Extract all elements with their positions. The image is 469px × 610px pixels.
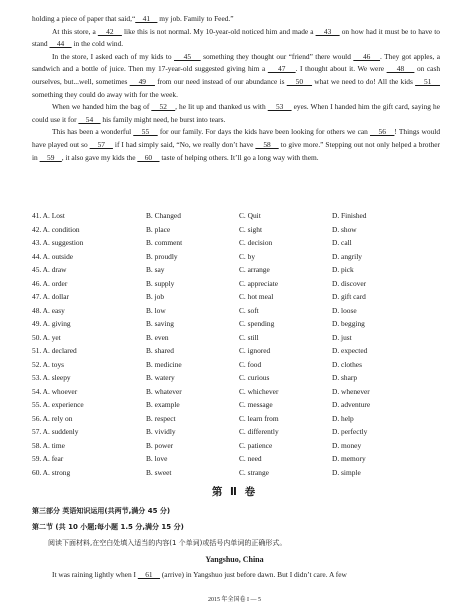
text-segment: , it also gave my kids the [61,152,138,162]
text-segment: on cash ourselves, but...well, sometimes [32,64,441,86]
text-segment: to give more.” Stepping out not only helped a brother in [32,139,440,162]
blank-52: 52 [151,102,176,112]
option-row [32,304,452,318]
option-60-C: C. strange [239,467,269,477]
paragraph-1 [32,13,440,26]
section2-heading: 第二节 (共 10 小题;每小题 1.5 分,满分 15 分) [32,523,184,531]
option-49-C: C. spending [239,319,275,329]
option-57-A: 57. A. suddenly [32,427,79,437]
part-title: 第 Ⅱ 卷 [211,486,258,498]
blank-46: 46 [353,51,381,61]
option-58-D: D. money [332,440,362,450]
option-47-D: D. gift card [332,292,366,302]
option-row [32,398,452,412]
text-segment: something they thought our “friend” there would [200,51,354,61]
blank-51: 51 [415,76,440,86]
option-52-A: 52. A. toys [32,359,65,369]
option-43-D: D. call [332,238,352,248]
paragraph-4 [32,101,440,126]
option-row [32,263,452,277]
text-segment: ! Things would have played out so [32,127,441,149]
option-47-A: 47. A. dollar [32,292,69,302]
blank-50: 50 [286,76,313,86]
text-segment: something they could do away with for the week. [32,89,178,99]
paragraph-3 [32,51,440,101]
page-footer: 2015 年全国卷 I — 5 [208,597,261,603]
option-41-A: 41. A. Lost [32,211,65,220]
option-45-B: B. say [146,265,165,275]
blank-47: 47 [267,64,296,74]
option-row [32,452,452,466]
option-row [32,290,452,304]
option-44-D: D. angrily [332,251,362,261]
paragraph-5 [32,126,440,164]
blank-44: 44 [49,39,72,49]
text-segment: , he lit up and thanked us with [175,102,268,112]
option-44-B: B. proudly [146,251,178,261]
option-51-D: D. expected [332,346,368,356]
option-42-D: D. show [332,224,357,234]
text-segment: from our need instead of our abundance is [154,76,287,86]
passage2-title: Yangshuo, China [205,555,264,564]
option-54-A: 54. A. whoever [32,386,78,396]
text-segment: . I thought about it. We were [295,64,387,74]
blank-61: 61 [137,570,160,579]
option-58-A: 58. A. time [32,440,65,450]
option-44-A: 44. A. outside [32,251,74,261]
text-segment: It was raining lightly when I [52,570,138,579]
option-50-B: B. even [146,332,169,342]
option-45-C: C. arrange [239,265,270,275]
option-row [32,466,452,480]
text-segment: for our family. For days the kids have been looking for others we can [157,127,370,137]
option-53-B: B. watery [146,373,175,383]
option-row [32,412,452,426]
blank-56: 56 [369,127,395,137]
option-45-A: 45. A. draw [32,265,67,275]
blank-41: 41 [135,14,158,23]
option-53-D: D. sharp [332,373,358,383]
option-57-D: D. perfectly [332,427,368,437]
option-48-A: 48. A. easy [32,305,65,315]
option-43-A: 43. A. suggestion [32,238,84,248]
text-segment: When we handed him the bag of [52,102,152,112]
option-49-D: D. begging [332,319,365,329]
option-46-B: B. supply [146,278,175,288]
option-row [32,277,452,291]
option-56-D: D. help [332,413,354,423]
option-46-C: C. appreciate [239,278,278,288]
text-segment: taste of helping others. It’ll go a long way with them. [159,152,319,162]
option-51-B: B. shared [146,346,174,356]
option-47-C: C. hot meal [239,292,274,302]
option-row [32,385,452,399]
option-43-B: B. comment [146,238,183,248]
text-segment: what we need to do! All the kids [312,76,416,86]
option-41-B: B. Changed [146,211,181,220]
option-49-A: 49. A. giving [32,319,71,329]
option-46-A: 46. A. order [32,278,68,288]
blank-45: 45 [173,51,201,61]
option-row [32,371,452,385]
option-row [32,209,452,223]
option-57-C: C. differently [239,427,279,437]
blank-59: 59 [39,152,62,162]
option-55-B: B. example [146,400,180,410]
option-row [32,317,452,331]
option-41-D: D. Finished [332,211,367,220]
text-segment: my job. Family to Feed.” [157,14,234,23]
option-50-C: C. still [239,332,259,342]
option-row [32,223,452,237]
option-56-B: B. respect [146,413,176,423]
option-52-B: B. medicine [146,359,182,369]
option-51-A: 51. A. declared [32,346,77,356]
text-segment: (arrive) in Yangshuo just before dawn. But I didn’t care. A few [159,570,347,579]
option-row [32,236,452,250]
option-56-A: 56. A. rely on [32,413,73,423]
options-table [32,209,452,479]
section3-heading: 第三部分 英语知识运用(共两节,满分 45 分) [32,507,171,515]
option-60-B: B. sweet [146,467,172,477]
blank-55: 55 [133,127,158,137]
option-54-C: C. whichever [239,386,279,396]
option-52-D: D. clothes [332,359,362,369]
blank-53: 53 [267,102,292,112]
option-row [32,439,452,453]
text-segment: holding a piece of paper that said,“ [32,14,136,23]
option-47-B: B. job [146,292,165,302]
option-44-C: C. by [239,251,256,261]
text-segment: In the store, I asked each of my kids to [52,51,174,61]
option-59-C: C. need [239,454,262,464]
option-48-C: C. soft [239,305,259,315]
text-segment: This has been a wonderful [52,127,134,137]
blank-43: 43 [315,26,340,36]
text-segment: eyes. When I handed him the gift card, saying he could use it for [32,102,440,124]
option-50-D: D. just [332,332,352,342]
option-43-C: C. decision [239,238,273,248]
option-59-D: D. memory [332,454,366,464]
option-50-A: 50. A. yet [32,332,61,342]
blank-54: 54 [78,114,101,124]
blank-42: 42 [97,26,122,36]
paragraph-61 [32,569,440,582]
option-55-A: 55. A. experience [32,400,84,410]
text-segment: his family might need, he burst into tears. [100,114,226,124]
blank-58: 58 [255,139,279,149]
option-42-B: B. place [146,224,171,234]
blank-57: 57 [89,139,113,149]
option-52-C: C. food [239,359,262,369]
option-42-C: C. sight [239,224,262,234]
blank-60: 60 [137,152,160,162]
option-58-C: C. patience [239,440,273,450]
option-row [32,331,452,345]
text-segment: like this is not normal. My 10-year-old noticed him and made a [121,26,316,36]
text-segment: on how had it must be to have to stand [32,26,441,49]
option-row [32,344,452,358]
option-48-B: B. low [146,305,166,315]
option-51-C: C. ignored [239,346,271,356]
option-60-D: D. simple [332,467,361,477]
option-60-A: 60. A. strong [32,467,71,477]
option-55-C: C. message [239,400,273,410]
instruction: 阅读下面材料,在空白处填入适当的内容(1 个单词)或括号内单词的正确形式。 [48,539,287,547]
option-48-D: D. loose [332,305,357,315]
passage2 [32,569,440,582]
option-42-A: 42. A. condition [32,224,80,234]
text-segment: if I had simply said, “No, we really don’t have [112,139,256,149]
option-54-B: B. whatever [146,386,182,396]
option-41-C: C. Quit [239,211,261,220]
option-49-B: B. saving [146,319,174,329]
option-45-D: D. pick [332,265,354,275]
option-row [32,425,452,439]
option-59-A: 59. A. fear [32,454,64,464]
option-46-D: D. discover [332,278,367,288]
option-53-C: C. curious [239,373,270,383]
option-row [32,250,452,264]
option-57-B: B. vividly [146,427,176,437]
blank-49: 49 [129,76,155,86]
paragraph-2 [32,26,440,51]
passage [32,13,440,164]
option-55-D: D. adventure [332,400,371,410]
option-56-C: C. learn from [239,413,279,423]
text-segment: in the cold wind. [71,39,124,49]
option-59-B: B. love [146,454,168,464]
option-53-A: 53. A. sleepy [32,373,71,383]
option-54-D: D. whenever [332,386,370,396]
option-row [32,358,452,372]
option-58-B: B. power [146,440,174,450]
blank-48: 48 [386,64,415,74]
text-segment: At this store, a [52,26,98,36]
text-segment: . They got apples, a sandwich and a bottle of juice. Then my 17-year-old suggested giving him a [32,51,441,74]
